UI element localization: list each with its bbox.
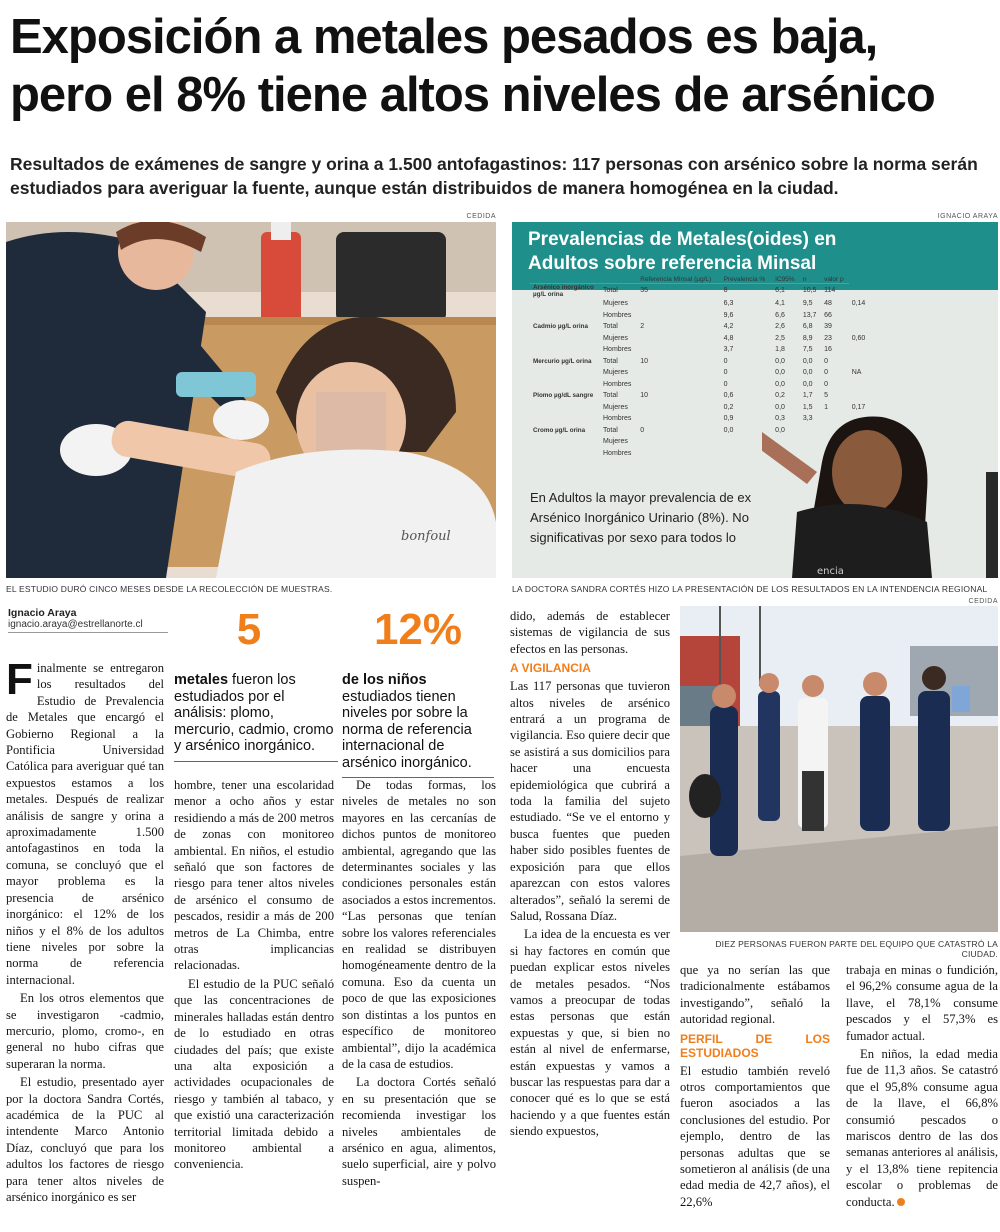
headline-line-1: Exposición a metales pesados es baja, — [10, 10, 878, 64]
slide-table-cell: 0,14 — [851, 300, 866, 307]
slide-table-cell: 16 — [824, 346, 832, 353]
factbox-children-bold: de los niños — [342, 672, 427, 688]
svg-text:bonfoul: bonfoul — [401, 529, 451, 544]
byline-name: Ignacio Araya — [8, 607, 77, 619]
body-col1-p1-text: inalmente se entregaron los resultados del Estudio de Prevalencia de Metales que encargó el Gobierno Regional a la Pontificia Universidad Católica para averiguar qué tan expuestos estamos a los metales. Después de realizar análisis de sangre y orina a aproximadamente 1.500 antofagastinos en toda la comuna, se concluyó que el mayor problema es la presencia de arsénico inorgánico: el 12% de los niños y el 8% de los adultos tiene niveles por sobre la norma de referencia internacional. — [6, 661, 164, 987]
slide-table-header: valor p — [821, 276, 849, 284]
slide-table-cell: 7,5 — [802, 346, 813, 353]
slide-table-cell: 0,0 — [775, 426, 785, 434]
slide-table-cell: 1,7 — [802, 392, 813, 399]
screen-edge — [986, 472, 998, 578]
slide-table-cell: 0,2 — [775, 392, 785, 399]
slide-table-cell: 0,0 — [802, 369, 813, 376]
byline-email: ignacio.araya@estrellanorte.cl — [8, 619, 143, 630]
slide-table-cell: 6,8 — [802, 323, 813, 330]
slide-table-cell: 0,0 — [775, 380, 785, 388]
body-col6-p2-text: En niños, la edad media fue de 11,3 años. Se catastró que el 95,8% consume agua de la llave, el 66,8% consumió pescados o mariscos dentro de las dos semanas anteriores al análisis, y el 13,8% tiene repitencia escolar o problemas de conducta. — [846, 1047, 998, 1209]
slide-table-cell: 0 — [824, 357, 828, 365]
slide-table-cell — [530, 298, 600, 310]
svg-text:encia: encia — [817, 566, 844, 577]
subhead: Resultados de exámenes de sangre y orina a 1.500 antofagastinos: 117 personas con arsénico sobre la norma serán estudiados para averiguar la fuente, aunque están distribuidos de manera homogénea en la ciudad. — [10, 154, 978, 198]
slide-table-cell: Total — [603, 323, 618, 330]
slide-table-header — [530, 276, 600, 284]
slide-table-cell: 2 — [640, 323, 645, 330]
slide-table-cell — [637, 367, 720, 379]
slide-text-line-3: significativas por sexo para todos lo — [530, 530, 736, 545]
photo1-caption: EL ESTUDIO DURÓ CINCO MESES DESDE LA RECOLECCIÓN DE MUESTRAS. — [6, 584, 333, 594]
factbox-children — [342, 605, 494, 778]
body-col4-paragraph-3: La idea de la encuesta es ver si hay factores en común que puedan explicar estos niveles de metales pesados. “Nos vamos a preocupar de todas estas personas que están expuestas y que, si bien no están al nivel de enfermarse, están expuestas y vamos a buscar las respuestas para dar a conocer qué es lo que se está haciendo y a que fuentes están siendo expuestos, — [510, 927, 670, 1139]
photo2-credit: IGNACIO ARAYA — [937, 213, 998, 220]
slide-table-header: n — [800, 276, 821, 284]
body-col6-paragraph-2 — [846, 1046, 998, 1210]
slide-table-cell: 1,5 — [802, 403, 813, 411]
slide-table-row — [530, 298, 870, 310]
byline — [8, 607, 168, 633]
slide-table-cell: Mujeres — [603, 438, 628, 445]
slide-table-cell: 4,8 — [723, 334, 734, 342]
slide-table-cell: 0 — [723, 357, 728, 365]
slide-table-cell — [637, 402, 720, 414]
body-col3-paragraph-2: La doctora Cortés señaló en su presentación que se recomienda investigar los niveles ambientales de arsénico en agua, alimentos, suelo superficial, aire y polvo suspen- — [342, 1075, 496, 1188]
slide-table-cell: 0 — [723, 380, 728, 388]
photo2-caption: LA DOCTORA SANDRA CORTÉS HIZO LA PRESENTACIÓN DE LOS RESULTADOS EN LA INTENDENCIA REGIONAL — [512, 584, 988, 594]
slide-table-cell: 0,9 — [723, 415, 734, 422]
slide-text-line-1: En Adultos la mayor prevalencia de ex — [530, 490, 752, 505]
slide-table-header: Referencia Minsal (µg/L) — [637, 276, 720, 284]
slide-table-cell: 0 — [723, 369, 728, 376]
slide-table-cell: 0,0 — [775, 357, 785, 365]
slide-table-cell — [849, 284, 870, 299]
slide-table-cell: 0 — [640, 426, 645, 434]
factbox-metals-body: fueron los estudiados por el análisis: plomo, mercurio, cadmio, cromo y arsénico inorgánico. — [174, 672, 334, 754]
photo-team — [680, 606, 998, 932]
slide-table-cell: Mercurio µg/L orina — [533, 357, 592, 365]
slide-table-cell: 2,5 — [775, 334, 785, 342]
slide-table-cell — [530, 310, 600, 322]
factbox-metals-number: 5 — [236, 605, 262, 654]
team-walking-illustration — [680, 606, 998, 932]
slide-table-cell — [530, 448, 600, 460]
slide-table-row — [530, 379, 870, 391]
slide-table-cell: 0,2 — [723, 403, 734, 411]
body-col1-paragraph-3: El estudio, presentado ayer por la doctora Sandra Cortés, académica de la PUC al intendente Marco Antonio Díaz, concluyó que para los adultos los factores de riesgo para tener altos niveles de arsénico inorgánico es ser — [6, 1075, 164, 1204]
slide-title — [528, 228, 988, 276]
presenter-figure — [762, 392, 998, 578]
slide-table-cell: Hombres — [603, 449, 632, 457]
section-title-vigilancia: A VIGILANCIA — [510, 661, 591, 676]
slide-table-cell: Plomo µg/dL sangre — [533, 392, 594, 400]
factbox-metals-text — [174, 672, 338, 762]
headline-line-2: pero el 8% tiene altos niveles de arsénico — [10, 68, 935, 122]
slide-table-cell — [849, 379, 870, 391]
slide-table-cell: Hombres — [603, 346, 632, 353]
slide-table-cell: 0 — [824, 380, 828, 388]
slide-table-cell: 5 — [824, 392, 828, 399]
factbox-children-body: estudiados tienen niveles por sobre la norma de referencia internacional de arsénico inorgánico. — [342, 688, 472, 771]
body-col2-paragraph-2: El estudio de la PUC señaló que las concentraciones de minerales halladas están dentro de lo estudiado en otras ciudades del país; que existe una alta exposición a actividades ocupacionales de riesgo y también al tabaco, y que existió una caracterización territorial limitada debido a monitoreo ambiental a conveniencia. — [174, 976, 334, 1172]
slide-table-cell: 6,3 — [723, 300, 734, 307]
slide-table-cell: 9,6 — [723, 311, 734, 319]
slide-table-cell: Hombres — [603, 415, 632, 422]
slide-table-cell: 0,3 — [775, 415, 785, 422]
slide-table-cell — [530, 333, 600, 345]
slide-table-cell: 66 — [824, 311, 832, 319]
slide-table-header: Prevalencia % — [721, 276, 773, 284]
slide-table-cell: 114 — [824, 287, 836, 295]
section-title-perfil: PERFIL DE LOS ESTUDIADOS — [680, 1031, 830, 1060]
slide-table-cell — [637, 333, 720, 345]
slide-table-cell: 0,0 — [775, 369, 785, 376]
slide-table-cell — [849, 344, 870, 356]
slide-table-cell — [530, 344, 600, 356]
slide-table-cell — [530, 402, 600, 414]
slide-table-cell: 35 — [640, 287, 649, 295]
slide-table-cell — [637, 344, 720, 356]
photo3-caption: DIEZ PERSONAS FUERON PARTE DEL EQUIPO QUE CATASTRÓ LA CIUDAD. — [715, 939, 998, 959]
slide-table-cell: Cadmio µg/L orina — [533, 323, 588, 331]
body-column-4 — [510, 608, 670, 1142]
slide-table-header: IC95% — [772, 276, 800, 284]
body-col3-paragraph-1: De todas formas, los niveles de metales no son mayores en las cercanías de dichos puntos de monitoreo ambiental, agregando que las determinantes sociales y las condiciones personales están asociados a estos incrementos. “Las personas que tenían sobre los valores referenciales en realidad se distribuyen homogéneamente dentro de la comuna. Eso da cuenta un poco de que las exposiciones son distintas a los puntos en específico de monitoreo ambiental”, dijo la académica de la casa de estudios. — [342, 778, 496, 1071]
slide-table-cell — [530, 379, 600, 391]
slide-table-cell: Mujeres — [603, 334, 628, 342]
body-col1-paragraph-2: En los otros elementos que se investigaron -cadmio, mercurio, plomo, cromo-, en general no hubo cifras que superaran la norma. — [6, 991, 164, 1071]
slide-table-cell — [530, 413, 600, 425]
body-column-1 — [6, 655, 164, 1207]
photo3-credit: CEDIDA — [968, 598, 998, 605]
nurse-child-illustration — [6, 222, 496, 578]
slide-table-cell: 3,7 — [723, 346, 734, 353]
body-column-3 — [342, 777, 496, 1191]
body-col5-paragraph-2: El estudio también reveló otros comportamientos que fueron asociados a las conclusiones del estudio. Por ejemplo, dentro de las personas adultas que se sometieron al análisis (de una edad media de 42,7 años), el 22,6% — [680, 1063, 830, 1209]
slide-table-cell: 8 — [723, 287, 728, 295]
slide-table-header — [600, 276, 637, 284]
body-col1-paragraph-1 — [6, 655, 164, 988]
slide-title-line-1: Prevalencias de Metales(oides) en — [528, 229, 837, 250]
slide-table-cell: 0,60 — [851, 334, 866, 342]
slide-table-cell: 0,0 — [802, 380, 813, 388]
slide-text-line-2: Arsénico Inorgánico Urinario (8%). No — [530, 510, 749, 525]
slide-table-cell: Total — [603, 426, 618, 434]
slide-table-cell: NA — [851, 369, 862, 376]
slide-table-cell: 1 — [824, 403, 828, 411]
factbox-metals — [174, 605, 338, 762]
body-column-2 — [174, 777, 334, 1175]
slide-table-cell: Mujeres — [603, 300, 628, 307]
slide-table-row — [530, 344, 870, 356]
slide-table-cell: 10 — [640, 357, 649, 365]
slide-table-cell: Hombres — [603, 311, 632, 319]
slide-table-cell: Hombres — [603, 380, 632, 388]
slide-table-cell: 0 — [824, 369, 828, 376]
slide-table-row — [530, 321, 870, 333]
slide-table-cell: 9,5 — [802, 300, 813, 307]
slide-table-row — [530, 333, 870, 345]
slide-table-cell: 8,9 — [802, 334, 813, 342]
slide-table-cell: 10 — [640, 392, 649, 399]
body-column-6 — [846, 962, 998, 1212]
slide-table-cell: Arsénico inorgánico µg/L orina — [533, 284, 594, 298]
slide-table-cell: Mujeres — [603, 403, 628, 411]
slide-table-cell — [637, 379, 720, 391]
slide-table-cell — [637, 436, 720, 448]
slide-table-cell — [637, 413, 720, 425]
slide-table-cell: Total — [603, 392, 618, 399]
headline — [10, 8, 995, 124]
photo1-credit: CEDIDA — [466, 213, 496, 220]
dropcap: F — [6, 655, 33, 704]
slide-table-cell: 23 — [824, 334, 832, 342]
slide-table-cell — [637, 310, 720, 322]
factbox-metals-bold: metales — [174, 672, 229, 688]
slide-table-cell: 1,8 — [775, 346, 785, 353]
photo-nurse-child — [6, 222, 496, 578]
slide-table-cell — [849, 321, 870, 333]
slide-table-cell — [637, 448, 720, 460]
slide-table-cell: Total — [603, 287, 618, 295]
slide-table-cell: 0,17 — [851, 403, 866, 411]
slide-table-cell: Mujeres — [603, 369, 628, 376]
body-col4-paragraph-2: Las 117 personas que tuvieron altos niveles de arsénico entrará a un programa de vigilancia. Eso quiere decir que se asistirá a sus domicilios para hacer una encuesta epidemiológica que cubrirá a toda la familia del sujeto estudiado. “Se ve el entorno y busca fuentes que pueden haber sido posibles fuentes de exposición para que ellos aparezcan con estos valores alterados”, señaló la seremi de Salud, Rossana Díaz. — [510, 679, 670, 923]
slide-table-cell — [530, 436, 600, 448]
slide-table-cell: 4,1 — [775, 300, 785, 307]
slide-table-cell: 4,2 — [723, 323, 734, 330]
slide-table-cell — [849, 310, 870, 322]
slide-table-cell: 0,0 — [802, 357, 813, 365]
slide-table-row — [530, 367, 870, 379]
slide-table-cell: 3,3 — [802, 415, 813, 422]
slide-table-cell: 0,0 — [775, 403, 785, 411]
slide-table-cell: 6,1 — [775, 287, 785, 295]
slide-table-cell: 0,0 — [723, 426, 734, 434]
slide-table-row — [530, 284, 870, 299]
slide-table-cell: 0,6 — [723, 392, 734, 399]
slide-table-cell: Cromo µg/L orina — [533, 426, 586, 434]
slide-table-cell — [637, 298, 720, 310]
factbox-children-number: 12% — [373, 605, 463, 654]
body-col2-paragraph-1: hombre, tener una escolaridad menor a ocho años y estar residiendo a más de 200 metros de zonas con monitoreo ambiental. En niños, el estudio señaló que son factores de riesgo para tener altos niveles de arsénico el consumo de pescados, residir a más de 200 metros de La Chimba, entre otras implicancias relacionadas. — [174, 778, 334, 973]
body-column-5 — [680, 962, 830, 1212]
factbox-children-text — [342, 672, 494, 778]
body-col4-paragraph-1: dido, además de establecer sistemas de vigilancia de sus efectos en las personas. — [510, 609, 670, 656]
slide-table-cell — [849, 356, 870, 368]
slide-table-row — [530, 310, 870, 322]
body-col5-paragraph-1: que ya no serían las que tradicionalmente estábamos investigando”, señaló la autoridad regional. — [680, 963, 830, 1027]
slide-table-cell: 2,6 — [775, 323, 785, 330]
photo-presentation — [512, 222, 998, 578]
slide-table-cell: 6,6 — [775, 311, 785, 319]
slide-table-cell — [530, 367, 600, 379]
slide-table-row — [530, 356, 870, 368]
slide-table-cell: Total — [603, 357, 618, 365]
slide-table-cell: 10,5 — [802, 287, 817, 295]
slide-table-cell: 48 — [824, 300, 832, 307]
body-col6-paragraph-1: trabaja en minas o fundición, el 96,2% consume agua de la llave, el 78,1% consume pescados y el 57,3% es fumador actual. — [846, 963, 998, 1043]
slide-table-cell: 39 — [824, 323, 832, 330]
slide-title-line-2: Adultos sobre referencia Minsal — [528, 253, 817, 274]
slide-table-cell: 13,7 — [802, 311, 817, 319]
end-mark-icon — [897, 1198, 905, 1206]
